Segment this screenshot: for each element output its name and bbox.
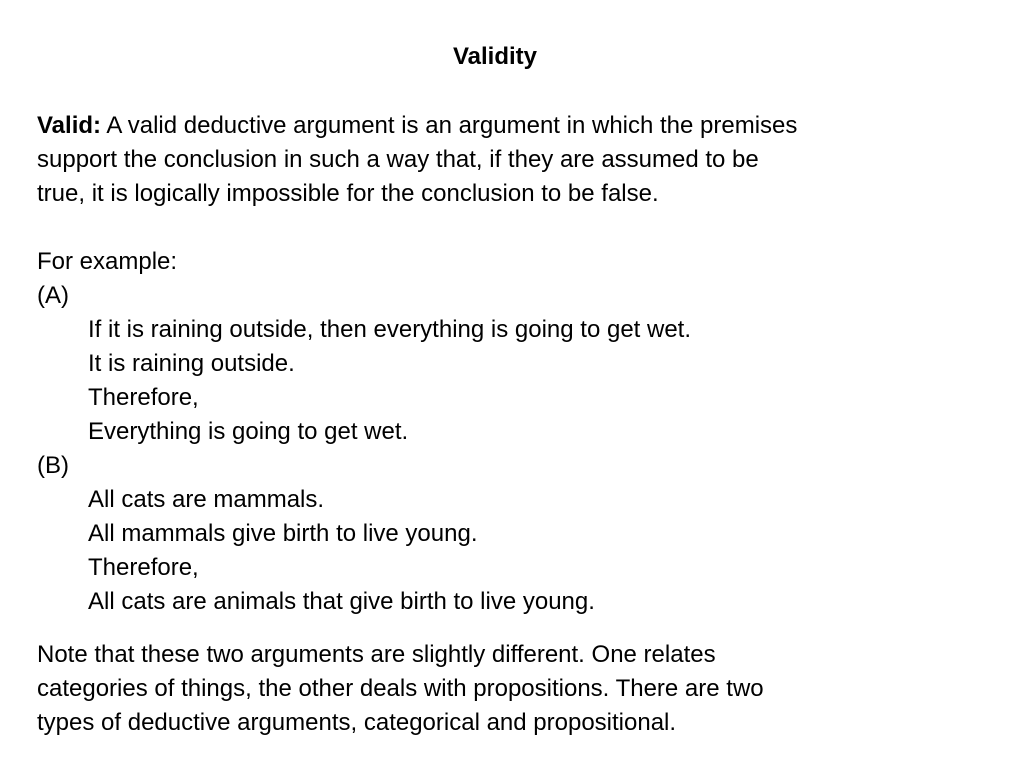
definition-paragraph: [37, 109, 997, 211]
examples-section: [37, 245, 997, 619]
definition-line-2: support the conclusion in such a way that, if they are assumed to be: [37, 146, 759, 173]
example-a-therefore: Therefore,: [88, 384, 199, 411]
examples-intro: For example:: [37, 248, 178, 275]
definition-text-1: A valid deductive argument is an argument in which the premises: [106, 112, 798, 139]
note-line-1: Note that these two arguments are slightly different. One relates: [37, 641, 716, 668]
example-b-premise-2: All mammals give birth to live young.: [88, 520, 478, 547]
definition-line-3: true, it is logically impossible for the conclusion to be false.: [37, 180, 659, 207]
example-a-conclusion: Everything is going to get wet.: [88, 418, 409, 445]
definition-term: Valid:: [37, 112, 102, 139]
slide-title: Validity: [452, 43, 538, 70]
note-line-3: types of deductive arguments, categorical and propositional.: [37, 709, 677, 736]
example-a-premise-2: It is raining outside.: [88, 350, 295, 377]
example-b-premise-1: All cats are mammals.: [88, 486, 325, 513]
definition-line-1: [37, 109, 997, 143]
note-paragraph: [37, 638, 997, 740]
example-a-label: (A): [37, 282, 69, 309]
example-b-conclusion: All cats are animals that give birth to live young.: [88, 588, 595, 615]
example-b-therefore: Therefore,: [88, 554, 199, 581]
example-a-premise-1: If it is raining outside, then everything is going to get wet.: [88, 316, 692, 343]
example-b-label: (B): [37, 452, 69, 479]
note-line-2: categories of things, the other deals with propositions. There are two: [37, 675, 764, 702]
